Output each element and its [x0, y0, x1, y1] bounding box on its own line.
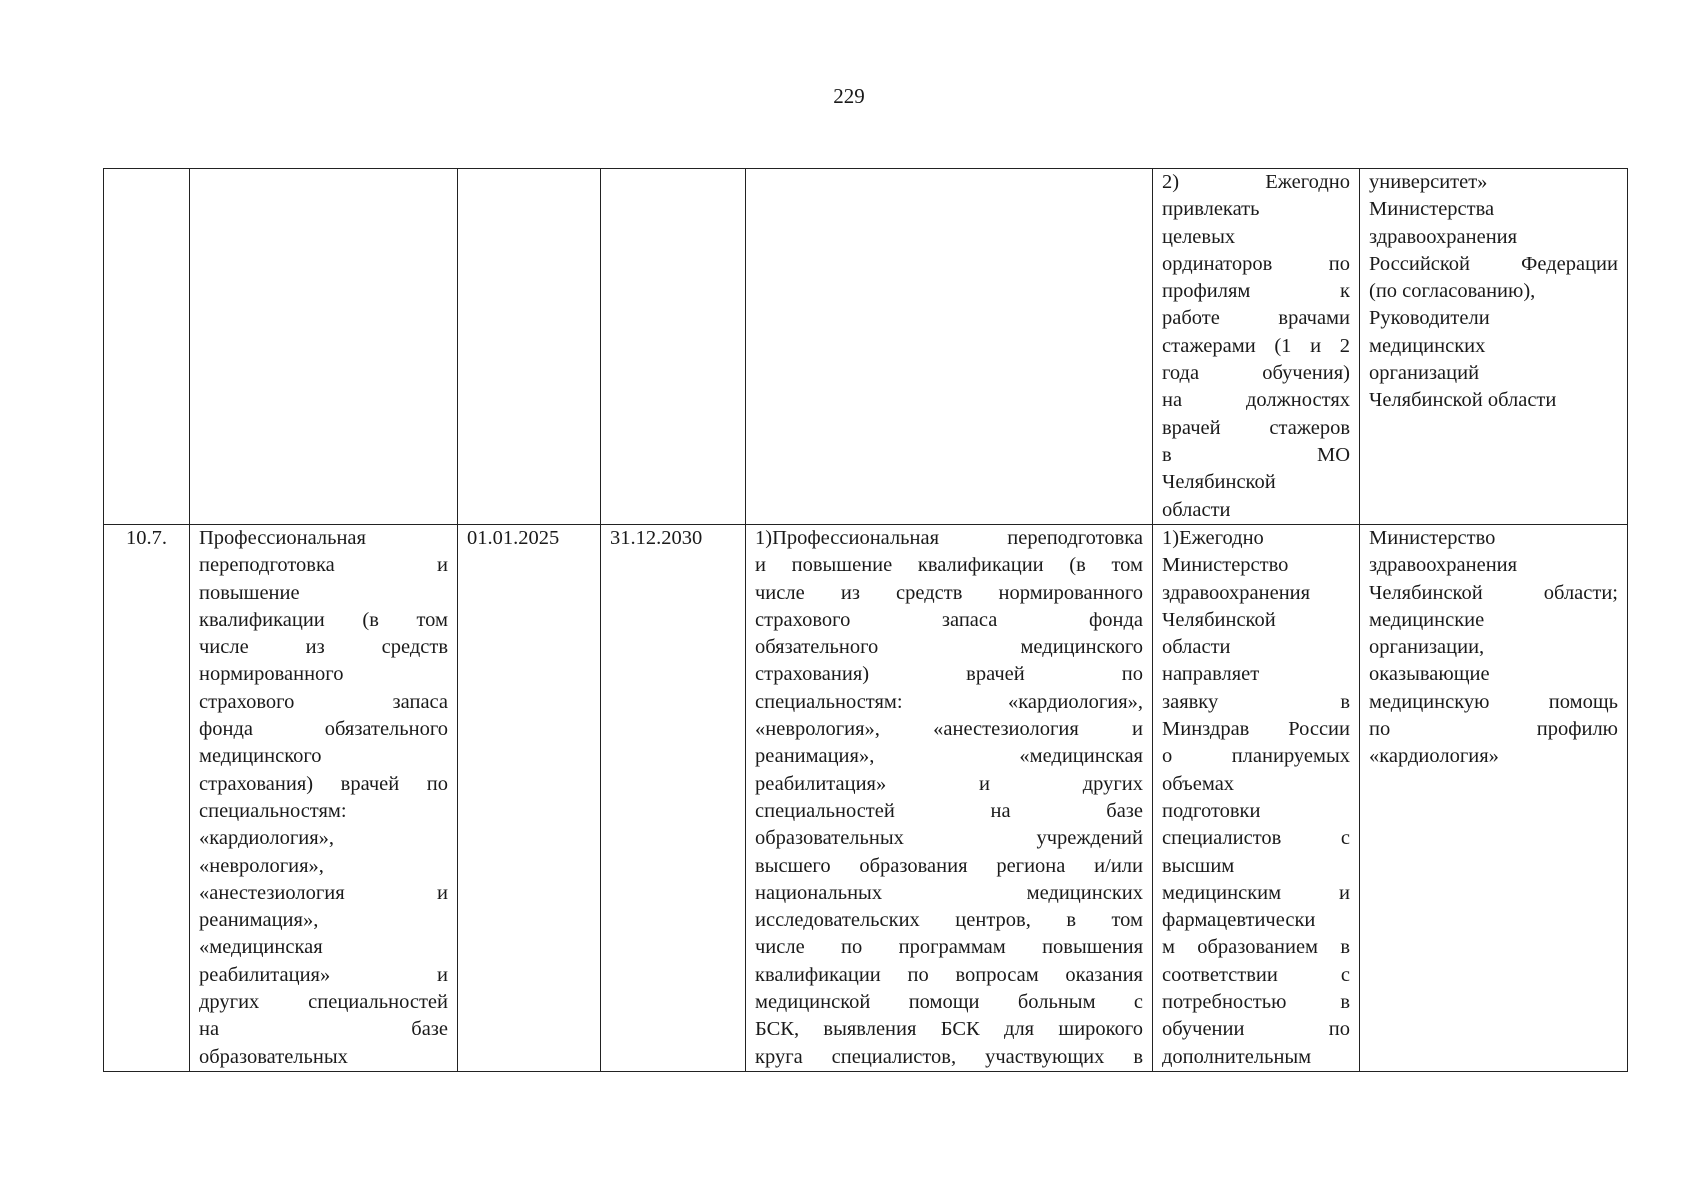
responsible-cell: [1360, 169, 1628, 525]
activity-name-cell: [190, 525, 458, 1072]
description-line: образовательных учреждений: [755, 827, 1143, 850]
result-line: работе врачами: [1162, 307, 1350, 330]
responsible-line: медицинскую помощь: [1369, 690, 1618, 713]
result-line: обучении по: [1162, 1018, 1350, 1041]
responsible-line: Челябинской области;: [1369, 581, 1618, 604]
responsible-line: по профилю: [1369, 718, 1618, 741]
result-line: дополнительным: [1162, 1045, 1312, 1068]
responsible-line: здравоохранения: [1369, 554, 1518, 577]
table-row: [104, 525, 1628, 1072]
description-line: числе по программам повышения: [755, 936, 1143, 959]
description-cell: [746, 169, 1153, 525]
result-line: целевых: [1162, 225, 1236, 248]
result-line: направляет: [1162, 663, 1260, 686]
activity-name-line: квалификации (в том: [199, 608, 448, 631]
description-line: исследовательских центров, в том: [755, 909, 1143, 932]
start-date-cell: [458, 169, 601, 525]
row-number: 10.7.: [126, 527, 167, 549]
result-line: 2) Ежегодно: [1162, 171, 1350, 193]
result-line: потребностью в: [1162, 991, 1350, 1014]
activity-name-line: «анестезиология и: [199, 881, 448, 904]
start-date: 01.01.2025: [467, 527, 560, 549]
description-line: 1)Профессиональная переподготовка: [755, 527, 1143, 549]
activity-name-line: специальностям:: [199, 799, 347, 822]
result-line: привлекать: [1162, 198, 1260, 221]
description-line: высшего образования региона и/или: [755, 854, 1143, 877]
activity-name-line: других специальностей: [199, 991, 448, 1014]
result-line: на должностях: [1162, 389, 1350, 412]
result-line: о планируемых: [1162, 745, 1350, 768]
end-date-cell: [601, 169, 746, 525]
result-line: врачей стажеров: [1162, 416, 1350, 439]
activity-name-line: страхования) врачей по: [199, 772, 448, 795]
description-line: специальностей на базе: [755, 799, 1143, 822]
responsible-cell: [1360, 525, 1628, 1072]
responsible-line: «кардиология»: [1369, 745, 1499, 768]
end-date-cell: [601, 525, 746, 1072]
result-line: стажерами (1 и 2: [1162, 334, 1350, 357]
responsible-line: организации,: [1369, 636, 1485, 659]
description-line: числе из средств нормированного: [755, 581, 1143, 604]
activity-name-line: на базе: [199, 1018, 448, 1041]
result-line: м образованием в: [1162, 936, 1350, 959]
result-line: соответствии с: [1162, 963, 1350, 986]
activity-name-line: страхового запаса: [199, 690, 448, 713]
result-line: медицинским и: [1162, 881, 1350, 904]
description-line: реанимация», «медицинская: [755, 745, 1143, 768]
responsible-line: Руководители: [1369, 307, 1490, 330]
description-cell: [746, 525, 1153, 1072]
activity-name-line: переподготовка и: [199, 554, 448, 577]
description-line: «неврология», «анестезиология и: [755, 718, 1143, 741]
activity-name-line: повышение: [199, 581, 300, 604]
responsible-line: оказывающие: [1369, 663, 1490, 686]
activity-name-cell: [190, 169, 458, 525]
result-line: объемах: [1162, 772, 1235, 795]
responsible-line: медицинских: [1369, 334, 1486, 357]
activity-name-line: реабилитация» и: [199, 963, 448, 986]
activity-name-line: «медицинская: [199, 936, 323, 959]
responsible-line: организаций: [1369, 362, 1480, 385]
plan-table: [103, 168, 1628, 1072]
description-line: страхования) врачей по: [755, 663, 1143, 686]
responsible-line: здравоохранения: [1369, 225, 1518, 248]
activity-name-line: медицинского: [199, 745, 322, 768]
result-line: 1)Ежегодно: [1162, 527, 1264, 549]
description-line: круга специалистов, участвующих в: [755, 1045, 1143, 1068]
result-line: области: [1162, 636, 1231, 659]
responsible-line: Министерства: [1369, 198, 1495, 221]
result-line: заявку в: [1162, 690, 1350, 713]
responsible-line: Челябинской области: [1369, 389, 1557, 412]
result-line: ординаторов по: [1162, 252, 1350, 275]
page-number: 229: [833, 84, 865, 108]
description-line: медицинской помощи больным с: [755, 991, 1143, 1014]
result-line: Министерство: [1162, 554, 1289, 577]
result-line: высшим: [1162, 854, 1235, 877]
description-line: БСК, выявления БСК для широкого: [755, 1018, 1143, 1041]
result-line: специалистов с: [1162, 827, 1350, 850]
result-cell: [1153, 525, 1360, 1072]
activity-name-line: числе из средств: [199, 636, 448, 659]
description-line: обязательного медицинского: [755, 636, 1143, 659]
description-line: страхового запаса фонда: [755, 608, 1143, 631]
activity-name-line: «неврология»,: [199, 854, 324, 877]
start-date-cell: [458, 525, 601, 1072]
activity-name-line: Профессиональная: [199, 527, 366, 549]
result-line: в МО: [1162, 443, 1350, 466]
result-line: подготовки: [1162, 799, 1261, 822]
result-line: фармацевтически: [1162, 909, 1316, 932]
activity-name-line: фонда обязательного: [199, 718, 448, 741]
result-cell: [1153, 169, 1360, 525]
table-row: [104, 169, 1628, 525]
responsible-line: (по согласованию),: [1369, 280, 1536, 303]
result-line: Челябинской: [1162, 471, 1276, 494]
result-line: Челябинской: [1162, 608, 1276, 631]
description-line: квалификации по вопросам оказания: [755, 963, 1143, 986]
responsible-line: Российской Федерации: [1369, 252, 1618, 275]
responsible-line: медицинские: [1369, 608, 1485, 631]
activity-name-line: нормированного: [199, 663, 344, 686]
description-line: национальных медицинских: [755, 881, 1143, 904]
activity-name-line: реанимация»,: [199, 909, 319, 932]
result-line: здравоохранения: [1162, 581, 1311, 604]
row-number-cell: [104, 525, 190, 1072]
responsible-line: университет»: [1369, 171, 1488, 193]
activity-name-line: «кардиология»,: [199, 827, 335, 850]
end-date: 31.12.2030: [610, 527, 703, 549]
description-line: реабилитация» и других: [755, 772, 1143, 795]
result-line: области: [1162, 498, 1231, 521]
result-line: Минздрав России: [1162, 718, 1350, 741]
activity-name-line: образовательных: [199, 1045, 348, 1068]
description-line: специальностям: «кардиология»,: [755, 690, 1143, 713]
result-line: года обучения): [1162, 362, 1350, 385]
description-line: и повышение квалификации (в том: [755, 554, 1143, 577]
result-line: профилям к: [1162, 280, 1350, 303]
responsible-line: Министерство: [1369, 527, 1496, 549]
row-number-cell: [104, 169, 190, 525]
